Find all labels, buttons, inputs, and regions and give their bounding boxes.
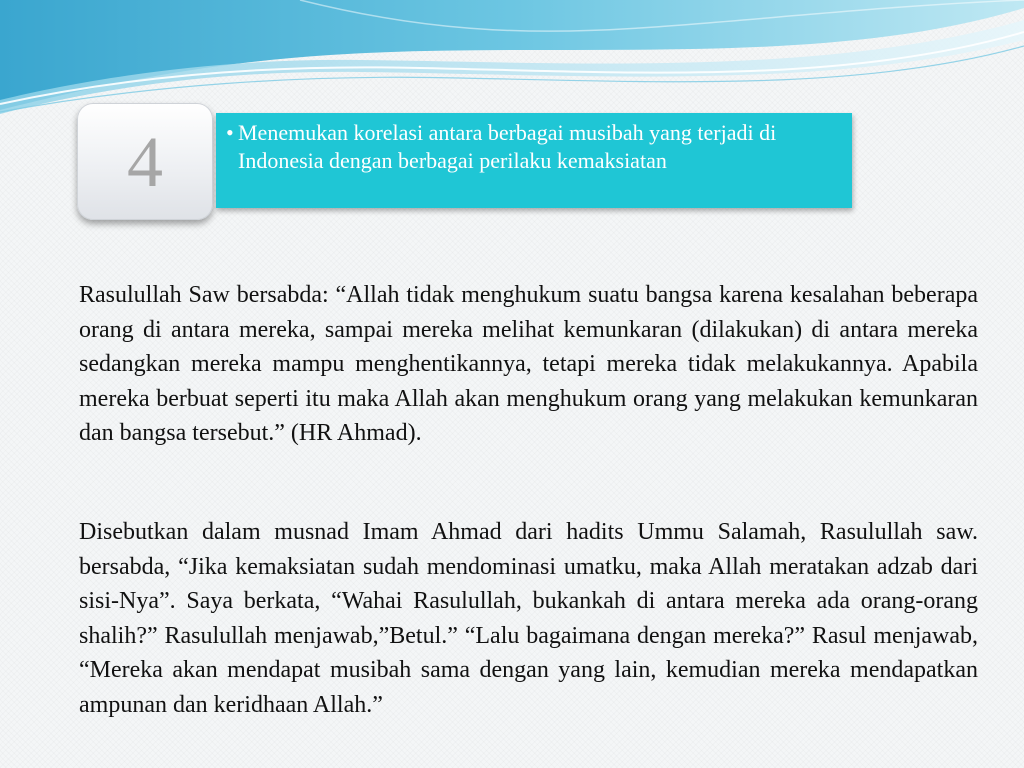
bullet-icon: • (226, 120, 234, 145)
hadith-paragraph-1: Rasulullah Saw bersabda: “Allah tidak menghukum suatu bangsa karena kesalahan beberapa orang di antara mereka, sampai mereka melihat kemunkaran (dilakukan) di antara mereka sedangkan mereka mampu menghentikannya, tetapi mereka tidak melakukannya. Apabila mereka berbuat seperti itu maka Allah akan menghukum orang yang melakukan kemunkaran dan bangsa tersebut.” (HR Ahmad). (79, 282, 978, 446)
objective-box (216, 113, 852, 208)
slide-number-box (77, 103, 213, 220)
hadith-paragraph-2: Disebutkan dalam musnad Imam Ahmad dari hadits Ummu Salamah, Rasulullah saw. bersabda, “Jika kemaksiatan sudah mendominasi umatku, maka Allah meratakan adzab dari sisi-Nya”. Saya berkata, “Wahai Rasulullah, bukankah di antara mereka ada orang-orang shalih?” Rasulullah menjawab,”Betul.” “Lalu bagaimana dengan mereka?” Rasul menjawab, “Mereka akan mendapat musibah sama dengan yang lain, kemudian mereka mendapatkan ampunan dan keridhaan Allah.” (79, 519, 978, 718)
objective-text: Menemukan korelasi antara berbagai musibah yang terjadi di Indonesia dengan berbagai perilaku kemaksiatan (238, 120, 777, 173)
objective-bullet-item (226, 119, 832, 175)
header-wave-decoration (0, 0, 1024, 120)
slide-number: 4 (127, 121, 163, 202)
